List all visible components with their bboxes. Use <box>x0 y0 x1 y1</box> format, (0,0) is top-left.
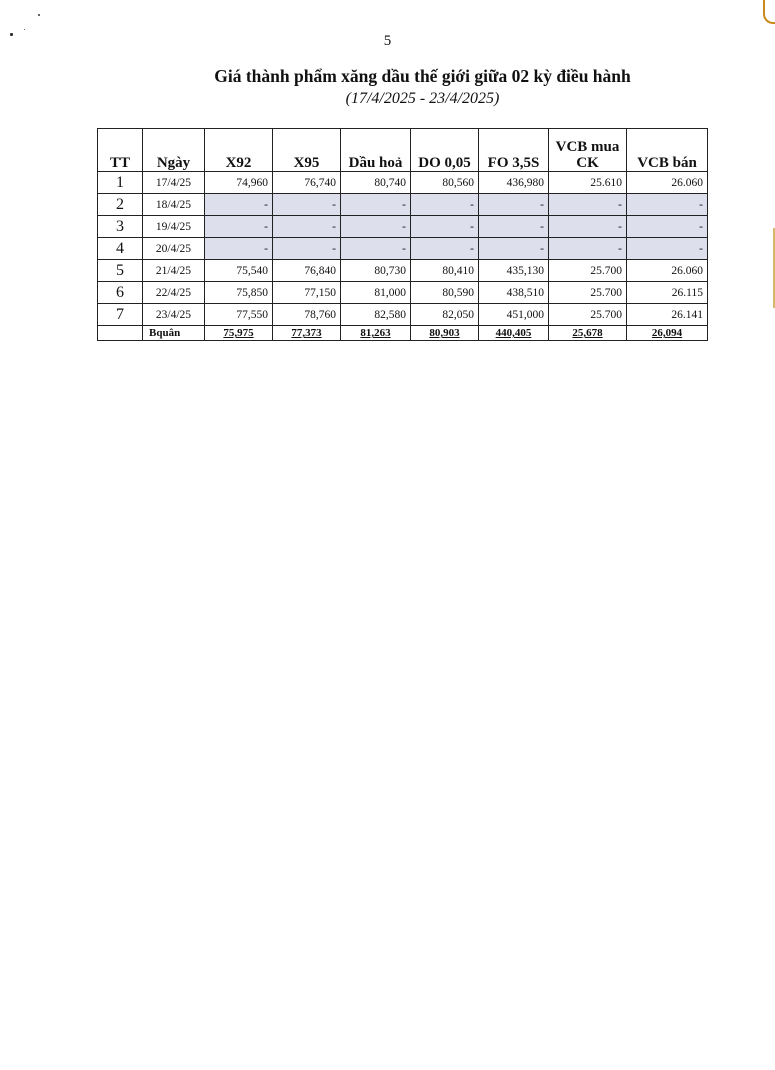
header-cell: X95 <box>273 129 341 172</box>
average-value: 80,903 <box>411 326 479 341</box>
price-table <box>97 128 708 341</box>
scan-corner-mark <box>763 0 775 24</box>
price-cell: - <box>549 216 627 238</box>
table-row <box>98 172 708 194</box>
row-number: 2 <box>98 194 143 216</box>
row-number: 1 <box>98 172 143 194</box>
price-cell: - <box>627 194 708 216</box>
price-cell: 25.610 <box>549 172 627 194</box>
average-value: 25,678 <box>549 326 627 341</box>
price-cell: - <box>341 216 411 238</box>
average-value: 77,373 <box>273 326 341 341</box>
row-date: 18/4/25 <box>143 194 205 216</box>
row-date: 22/4/25 <box>143 282 205 304</box>
price-cell: 80,410 <box>411 260 479 282</box>
header-cell: VCB mua CK <box>549 129 627 172</box>
row-date: 20/4/25 <box>143 238 205 260</box>
price-cell: 436,980 <box>479 172 549 194</box>
page-number: 5 <box>383 33 392 49</box>
price-cell: 25.700 <box>549 282 627 304</box>
price-cell: 435,130 <box>479 260 549 282</box>
header-cell: X92 <box>205 129 273 172</box>
table-row <box>98 194 708 216</box>
row-date: 19/4/25 <box>143 216 205 238</box>
price-cell: - <box>411 238 479 260</box>
table-row <box>98 260 708 282</box>
average-label: Bquân <box>143 326 205 341</box>
price-cell: - <box>627 238 708 260</box>
price-cell: - <box>273 194 341 216</box>
average-row <box>98 326 708 341</box>
price-cell: - <box>627 216 708 238</box>
header-cell: Dầu hoả <box>341 129 411 172</box>
price-cell: - <box>341 194 411 216</box>
price-cell: - <box>411 216 479 238</box>
row-date: 17/4/25 <box>143 172 205 194</box>
row-number: 3 <box>98 216 143 238</box>
price-cell: 25.700 <box>549 304 627 326</box>
price-cell: 78,760 <box>273 304 341 326</box>
price-cell: 80,730 <box>341 260 411 282</box>
row-number: 7 <box>98 304 143 326</box>
price-cell: 451,000 <box>479 304 549 326</box>
price-cell: 80,590 <box>411 282 479 304</box>
price-cell: - <box>273 216 341 238</box>
price-cell: - <box>479 216 549 238</box>
price-cell: 438,510 <box>479 282 549 304</box>
page-title: Giá thành phẩm xăng dầu thế giới giữa 02 kỳ điều hành <box>214 66 631 86</box>
table-row <box>98 216 708 238</box>
price-cell: - <box>205 194 273 216</box>
row-number: 6 <box>98 282 143 304</box>
scan-speck <box>38 14 40 16</box>
row-date: 23/4/25 <box>143 304 205 326</box>
table-body <box>98 172 708 326</box>
price-cell: 81,000 <box>341 282 411 304</box>
price-cell: 75,540 <box>205 260 273 282</box>
average-value: 440,405 <box>479 326 549 341</box>
price-cell: - <box>273 238 341 260</box>
price-cell: - <box>549 238 627 260</box>
scan-speck <box>24 29 25 30</box>
header-cell: Ngày <box>143 129 205 172</box>
price-cell: - <box>479 194 549 216</box>
price-cell: 77,550 <box>205 304 273 326</box>
price-cell: 26.115 <box>627 282 708 304</box>
table-row <box>98 304 708 326</box>
price-cell: 82,050 <box>411 304 479 326</box>
page-subtitle: (17/4/2025 - 23/4/2025) <box>345 90 500 107</box>
row-number: 5 <box>98 260 143 282</box>
price-cell: - <box>411 194 479 216</box>
price-cell: 26.060 <box>627 260 708 282</box>
row-number: 4 <box>98 238 143 260</box>
price-cell: - <box>479 238 549 260</box>
table-row <box>98 282 708 304</box>
price-cell: 26.141 <box>627 304 708 326</box>
table-row <box>98 238 708 260</box>
price-cell: - <box>205 216 273 238</box>
header-cell: VCB bán <box>627 129 708 172</box>
price-cell: 25.700 <box>549 260 627 282</box>
header-cell: DO 0,05 <box>411 129 479 172</box>
average-value: 26,094 <box>627 326 708 341</box>
row-date: 21/4/25 <box>143 260 205 282</box>
price-cell: 74,960 <box>205 172 273 194</box>
price-cell: - <box>205 238 273 260</box>
price-cell: 75,850 <box>205 282 273 304</box>
price-cell: - <box>549 194 627 216</box>
average-value: 81,263 <box>341 326 411 341</box>
price-cell: 80,740 <box>341 172 411 194</box>
price-cell: 26.060 <box>627 172 708 194</box>
price-cell: 77,150 <box>273 282 341 304</box>
average-empty-cell <box>98 326 143 341</box>
price-cell: 76,840 <box>273 260 341 282</box>
price-cell: 76,740 <box>273 172 341 194</box>
price-cell: 80,560 <box>411 172 479 194</box>
header-cell: FO 3,5S <box>479 129 549 172</box>
price-cell: - <box>341 238 411 260</box>
average-value: 75,975 <box>205 326 273 341</box>
table-header-row <box>98 129 708 172</box>
price-cell: 82,580 <box>341 304 411 326</box>
header-cell: TT <box>98 129 143 172</box>
